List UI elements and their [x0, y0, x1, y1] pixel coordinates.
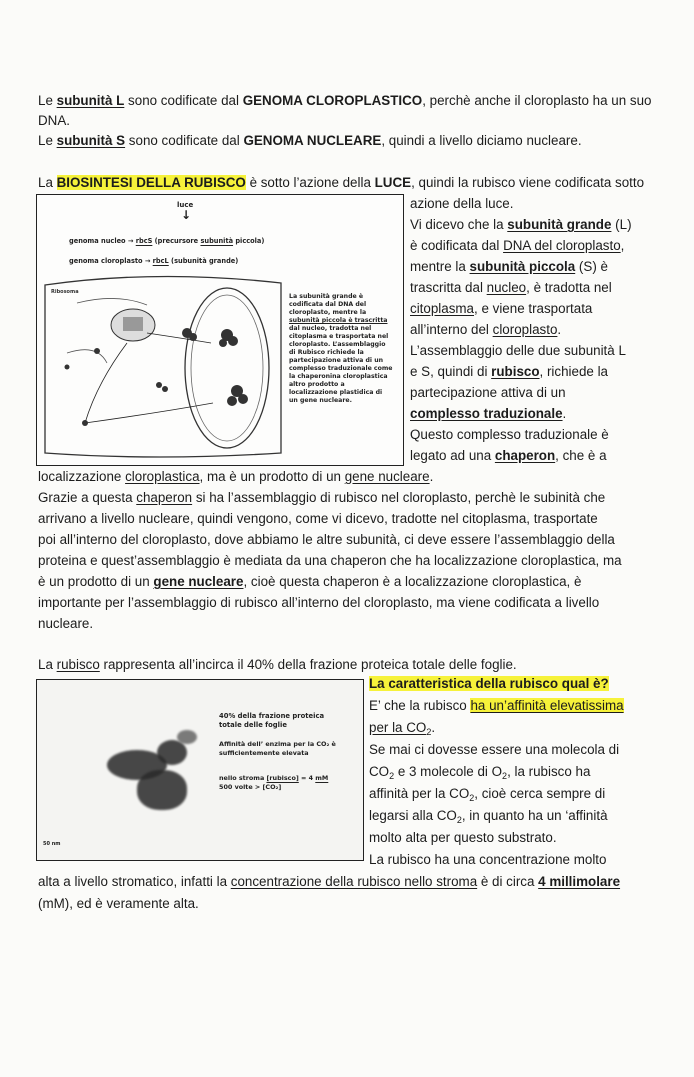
figure-arrow-icon: ↓	[181, 208, 192, 222]
figure2-caption-5: nello stroma [rubisco] = 4 mM	[219, 774, 329, 782]
para3-right-6: affinità per la $CO_2$, cioè cerca sempre di	[369, 786, 606, 803]
para3-right-2: E’ che la rubisco ha un’affinità elevatissima	[369, 698, 624, 713]
para3-right-8: molto alta per questo substrato.	[369, 830, 557, 845]
figure-caption-9: partecipazione attiva di un	[289, 357, 384, 364]
para3-right-4: Se mai ci dovesse essere una molecola di	[369, 742, 620, 757]
figure2-caption-4: sufficientemente elevata	[219, 749, 309, 757]
figure2-caption-2: totale delle foglie	[219, 721, 287, 729]
figure-caption-10: complesso traduzionale come	[289, 365, 393, 372]
figure-caption-4: subunità piccola è trascritta	[289, 317, 388, 324]
para3-right-9: La rubisco ha una concentrazione molto	[369, 852, 607, 867]
para2-full-3: arrivano a livello nucleare, quindi vengono, come vi dicevo, tradotte nel citoplasma, trasportate	[38, 511, 598, 526]
para2-line1: La BIOSINTESI DELLA RUBISCO è sotto l’azione della LUCE, quindi la rubisco viene codificata sotto	[38, 175, 645, 190]
para3-right-7: legarsi alla $CO_2$, in quanto ha un ‘affinità	[369, 808, 608, 825]
figure-caption-2: codificata dal DNA del	[289, 301, 367, 308]
figure2-caption-6: 500 volte > [CO₂]	[219, 783, 282, 791]
para3-full-1: alta a livello stromatico, infatti la concentrazione della rubisco nello stroma è di circa 4 millimolare	[38, 874, 621, 889]
para2-full-4: poi all’interno del cloroplasto, dove abbiamo le altre subunità, ci deve essere l’assemblaggio della	[38, 532, 615, 547]
cell-diagram	[37, 273, 287, 463]
para2-right-7: all’interno del cloroplasto.	[410, 322, 562, 337]
figure-caption-8: di Rubisco richiede la	[289, 349, 364, 356]
figure-caption-7: cloroplasto. L’assemblaggio	[289, 341, 386, 348]
figure-caption-11: la chaperonina cloroplastica	[289, 373, 388, 380]
figure2-scale-label: 50 nm	[43, 841, 61, 847]
para2-right-6: citoplasma, e viene trasportata	[410, 301, 593, 316]
figure-caption-14: un gene nucleare.	[289, 397, 352, 404]
figure-gene-line-1: genoma nucleo → rbcS (precursore subunità piccola)	[69, 237, 265, 245]
para3-right-3: per la $CO_2$.	[369, 720, 436, 737]
para2-right-10: partecipazione attiva di un	[410, 385, 566, 400]
figure-caption-3: cloroplasto, mentre la	[289, 309, 367, 316]
para3-line1: La rubisco rappresenta all’incirca il 40% della frazione proteica totale delle foglie.	[38, 657, 517, 672]
para3-right-5: $CO_2$ e 3 molecole di $O_2$, la rubisco ha	[369, 764, 591, 781]
para1-line3: Le subunità S sono codificate dal GENOMA NUCLEARE, quindi a livello diciamo nucleare.	[38, 133, 582, 148]
figure-caption-5: dal nucleo, tradotta nel	[289, 325, 372, 332]
svg-text:Ribosoma: Ribosoma	[51, 289, 79, 295]
para2-right-3: è codificata dal DNA del cloroplasto,	[410, 238, 625, 253]
figure-gene-line-2: genoma cloroplasto → rbcL (subunità grande)	[69, 257, 239, 265]
para2-right-8: L’assemblaggio delle due subunità L	[410, 343, 626, 358]
para2-full-1: localizzazione cloroplastica, ma è un prodotto di un gene nucleare.	[38, 469, 434, 484]
para2-full-5: proteina e quest’assemblaggio è mediata da una chaperon che ha localizzazione cloroplastica, ma	[38, 553, 622, 568]
para2-full-2: Grazie a questa chaperon si ha l’assemblaggio di rubisco nel cloroplasto, perchè le subinità che	[38, 490, 606, 505]
figure2-caption-3: Affinità dell’ enzima per la CO₂ è	[219, 740, 336, 748]
para2-right-12: Questo complesso traduzionale è	[410, 427, 609, 442]
figure-luce-label: luce	[177, 201, 194, 209]
para2-right-1: azione della luce.	[410, 196, 514, 211]
para2-right-5: trascritta dal nucleo, è tradotta nel	[410, 280, 612, 295]
para2-right-13: legato ad una chaperon, che è a	[410, 448, 607, 463]
para1-line2: DNA.	[38, 113, 70, 128]
figure2-caption-1: 40% della frazione proteica	[219, 712, 325, 720]
figure-caption-13: localizzazione plastidica di	[289, 389, 383, 396]
figure-caption-12: altro prodotto a	[289, 381, 345, 388]
para1-line1: Le subunità L sono codificate dal GENOMA CLOROPLASTICO, perchè anche il cloroplasto ha un suo	[38, 93, 652, 108]
para2-full-7: importante per l’assemblaggio di rubisco all’interno del cloroplasto, ma viene codificata a livello	[38, 595, 600, 610]
para2-full-6: è un prodotto di un gene nucleare, cioè questa chaperon è a localizzazione cloroplastica, è	[38, 574, 582, 589]
para3-right-1: La caratteristica della rubisco qual è?	[369, 676, 609, 691]
para2-right-4: mentre la subunità piccola (S) è	[410, 259, 608, 274]
rubisco-biosynthesis-figure	[36, 194, 404, 466]
rubisco-micrograph-figure	[36, 679, 364, 861]
figure-caption-1: La subunità grande è	[289, 293, 364, 300]
para2-right-11: complesso traduzionale.	[410, 406, 567, 421]
para3-full-2: (mM), ed è veramente alta.	[38, 896, 199, 911]
para2-right-2: Vi dicevo che la subunità grande (L)	[410, 217, 632, 232]
figure-caption-6: citoplasma e trasportata nel	[289, 333, 389, 340]
para2-full-8: nucleare.	[38, 616, 94, 631]
para2-right-9: e S, quindi di rubisco, richiede la	[410, 364, 609, 379]
